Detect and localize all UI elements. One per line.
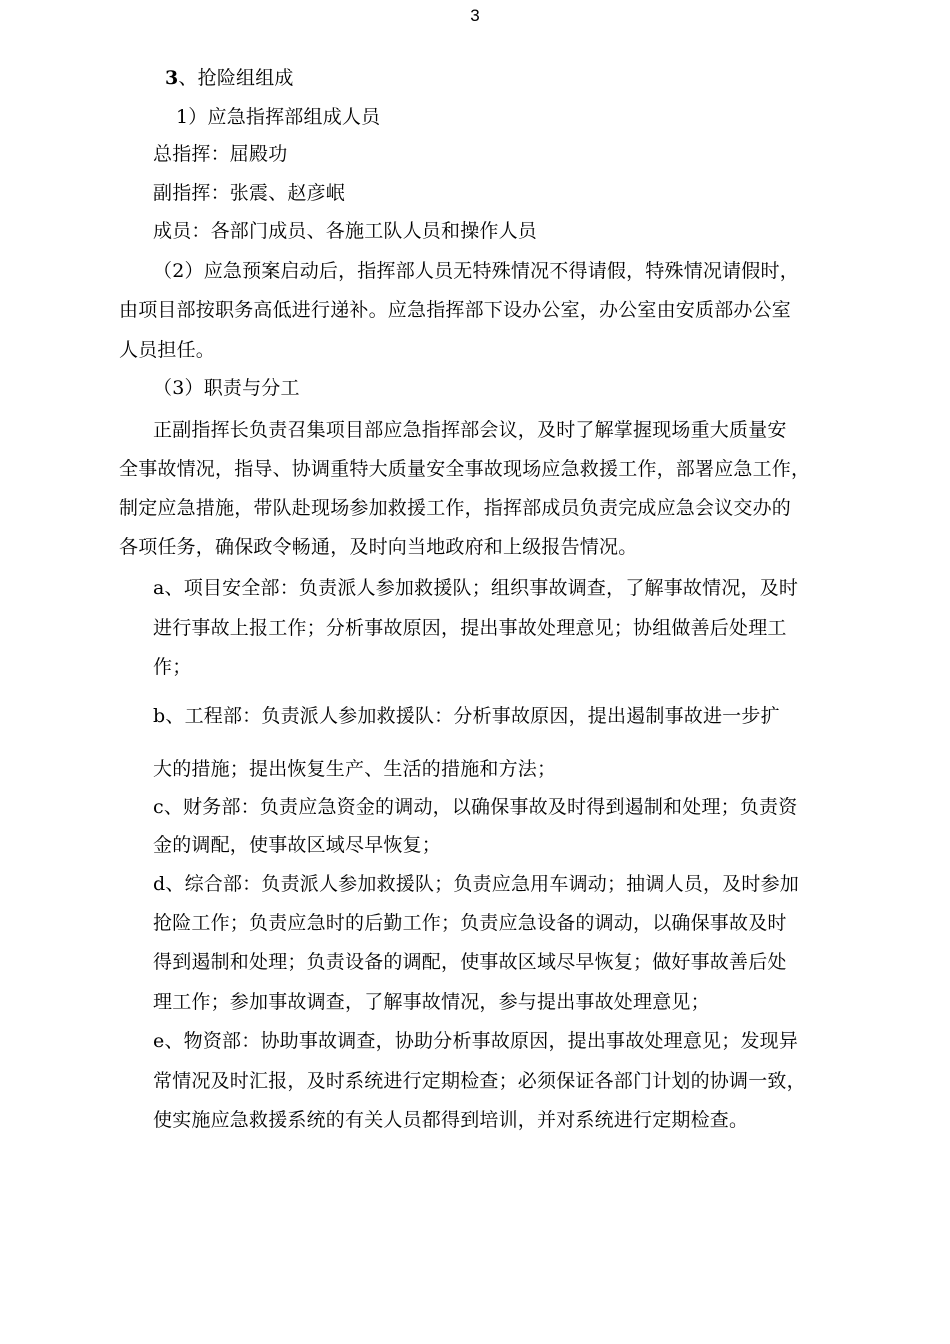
item-c-line-2: 金的调配，使事故区域尽早恢复； bbox=[153, 834, 442, 856]
section-heading bbox=[165, 66, 294, 90]
item-e-line-3: 使实施应急救援系统的有关人员都得到培训，并对系统进行定期检查。 bbox=[153, 1109, 749, 1131]
subheading-command-members: 1）应急指挥部组成人员 bbox=[176, 106, 381, 128]
item-d-line-3: 得到遏制和处理；负责设备的调配，使事故区域尽早恢复；做好事故善后处 bbox=[153, 951, 787, 973]
item-a-line-3: 作； bbox=[153, 656, 192, 678]
section-heading-text: 、抢险组组成 bbox=[178, 67, 294, 89]
item-e-line-1: e、物资部：协助事故调查，协助分析事故原因，提出事故处理意见；发现异 bbox=[153, 1030, 799, 1052]
item-b-line-1: b、工程部：负责派人参加救援队：分析事故原因，提出遏制事故进一步扩 bbox=[153, 705, 780, 727]
item-c-line-1: c、财务部：负责应急资金的调动，以确保事故及时得到遏制和处理；负责资 bbox=[153, 796, 798, 818]
item-a-line-2: 进行事故上报工作；分析事故原因，提出事故处理意见；协组做善后处理工 bbox=[153, 617, 787, 639]
item-d-line-4: 理工作；参加事故调查，了解事故情况，参与提出事故处理意见； bbox=[153, 991, 710, 1013]
item-e-line-2: 常情况及时汇报，及时系统进行定期检查；必须保证各部门计划的协调一致， bbox=[153, 1070, 806, 1092]
page-number: 3 bbox=[470, 6, 480, 25]
item-d-line-1: d、综合部：负责派人参加救援队；负责应急用车调动；抽调人员，及时参加 bbox=[153, 873, 799, 895]
section-heading-number: 3 bbox=[165, 67, 179, 89]
paragraph-3-line-1: 正副指挥长负责召集项目部应急指挥部会议，及时了解掌握现场重大质量安 bbox=[153, 419, 787, 441]
paragraph-3-line-2: 全事故情况，指导、协调重特大质量安全事故现场应急救援工作，部署应急工作， bbox=[119, 458, 811, 480]
line-members: 成员：各部门成员、各施工队人员和操作人员 bbox=[153, 220, 538, 242]
item-d-line-2: 抢险工作；负责应急时的后勤工作；负责应急设备的调动，以确保事故及时 bbox=[153, 912, 787, 934]
line-deputy-commanders: 副指挥：张震、赵彦岷 bbox=[153, 182, 346, 204]
paragraph-2-line-1: （2）应急预案启动后，指挥部人员无特殊情况不得请假，特殊情况请假时， bbox=[153, 260, 799, 282]
paragraph-3-line-4: 各项任务，确保政令畅通，及时向当地政府和上级报告情况。 bbox=[119, 536, 638, 558]
subheading-duties: （3）职责与分工 bbox=[153, 377, 300, 399]
line-chief-commander: 总指挥：屈殿功 bbox=[153, 143, 288, 165]
paragraph-3-line-3: 制定应急措施，带队赴现场参加救援工作，指挥部成员负责完成应急会议交办的 bbox=[119, 497, 792, 519]
paragraph-2-line-2: 由项目部按职务高低进行递补。应急指挥部下设办公室，办公室由安质部办公室 bbox=[119, 299, 792, 321]
item-b-line-2: 大的措施；提出恢复生产、生活的措施和方法； bbox=[153, 758, 557, 780]
paragraph-2-line-3: 人员担任。 bbox=[119, 339, 216, 361]
item-a-line-1: a、项目安全部：负责派人参加救援队；组织事故调查，了解事故情况，及时 bbox=[153, 577, 799, 599]
